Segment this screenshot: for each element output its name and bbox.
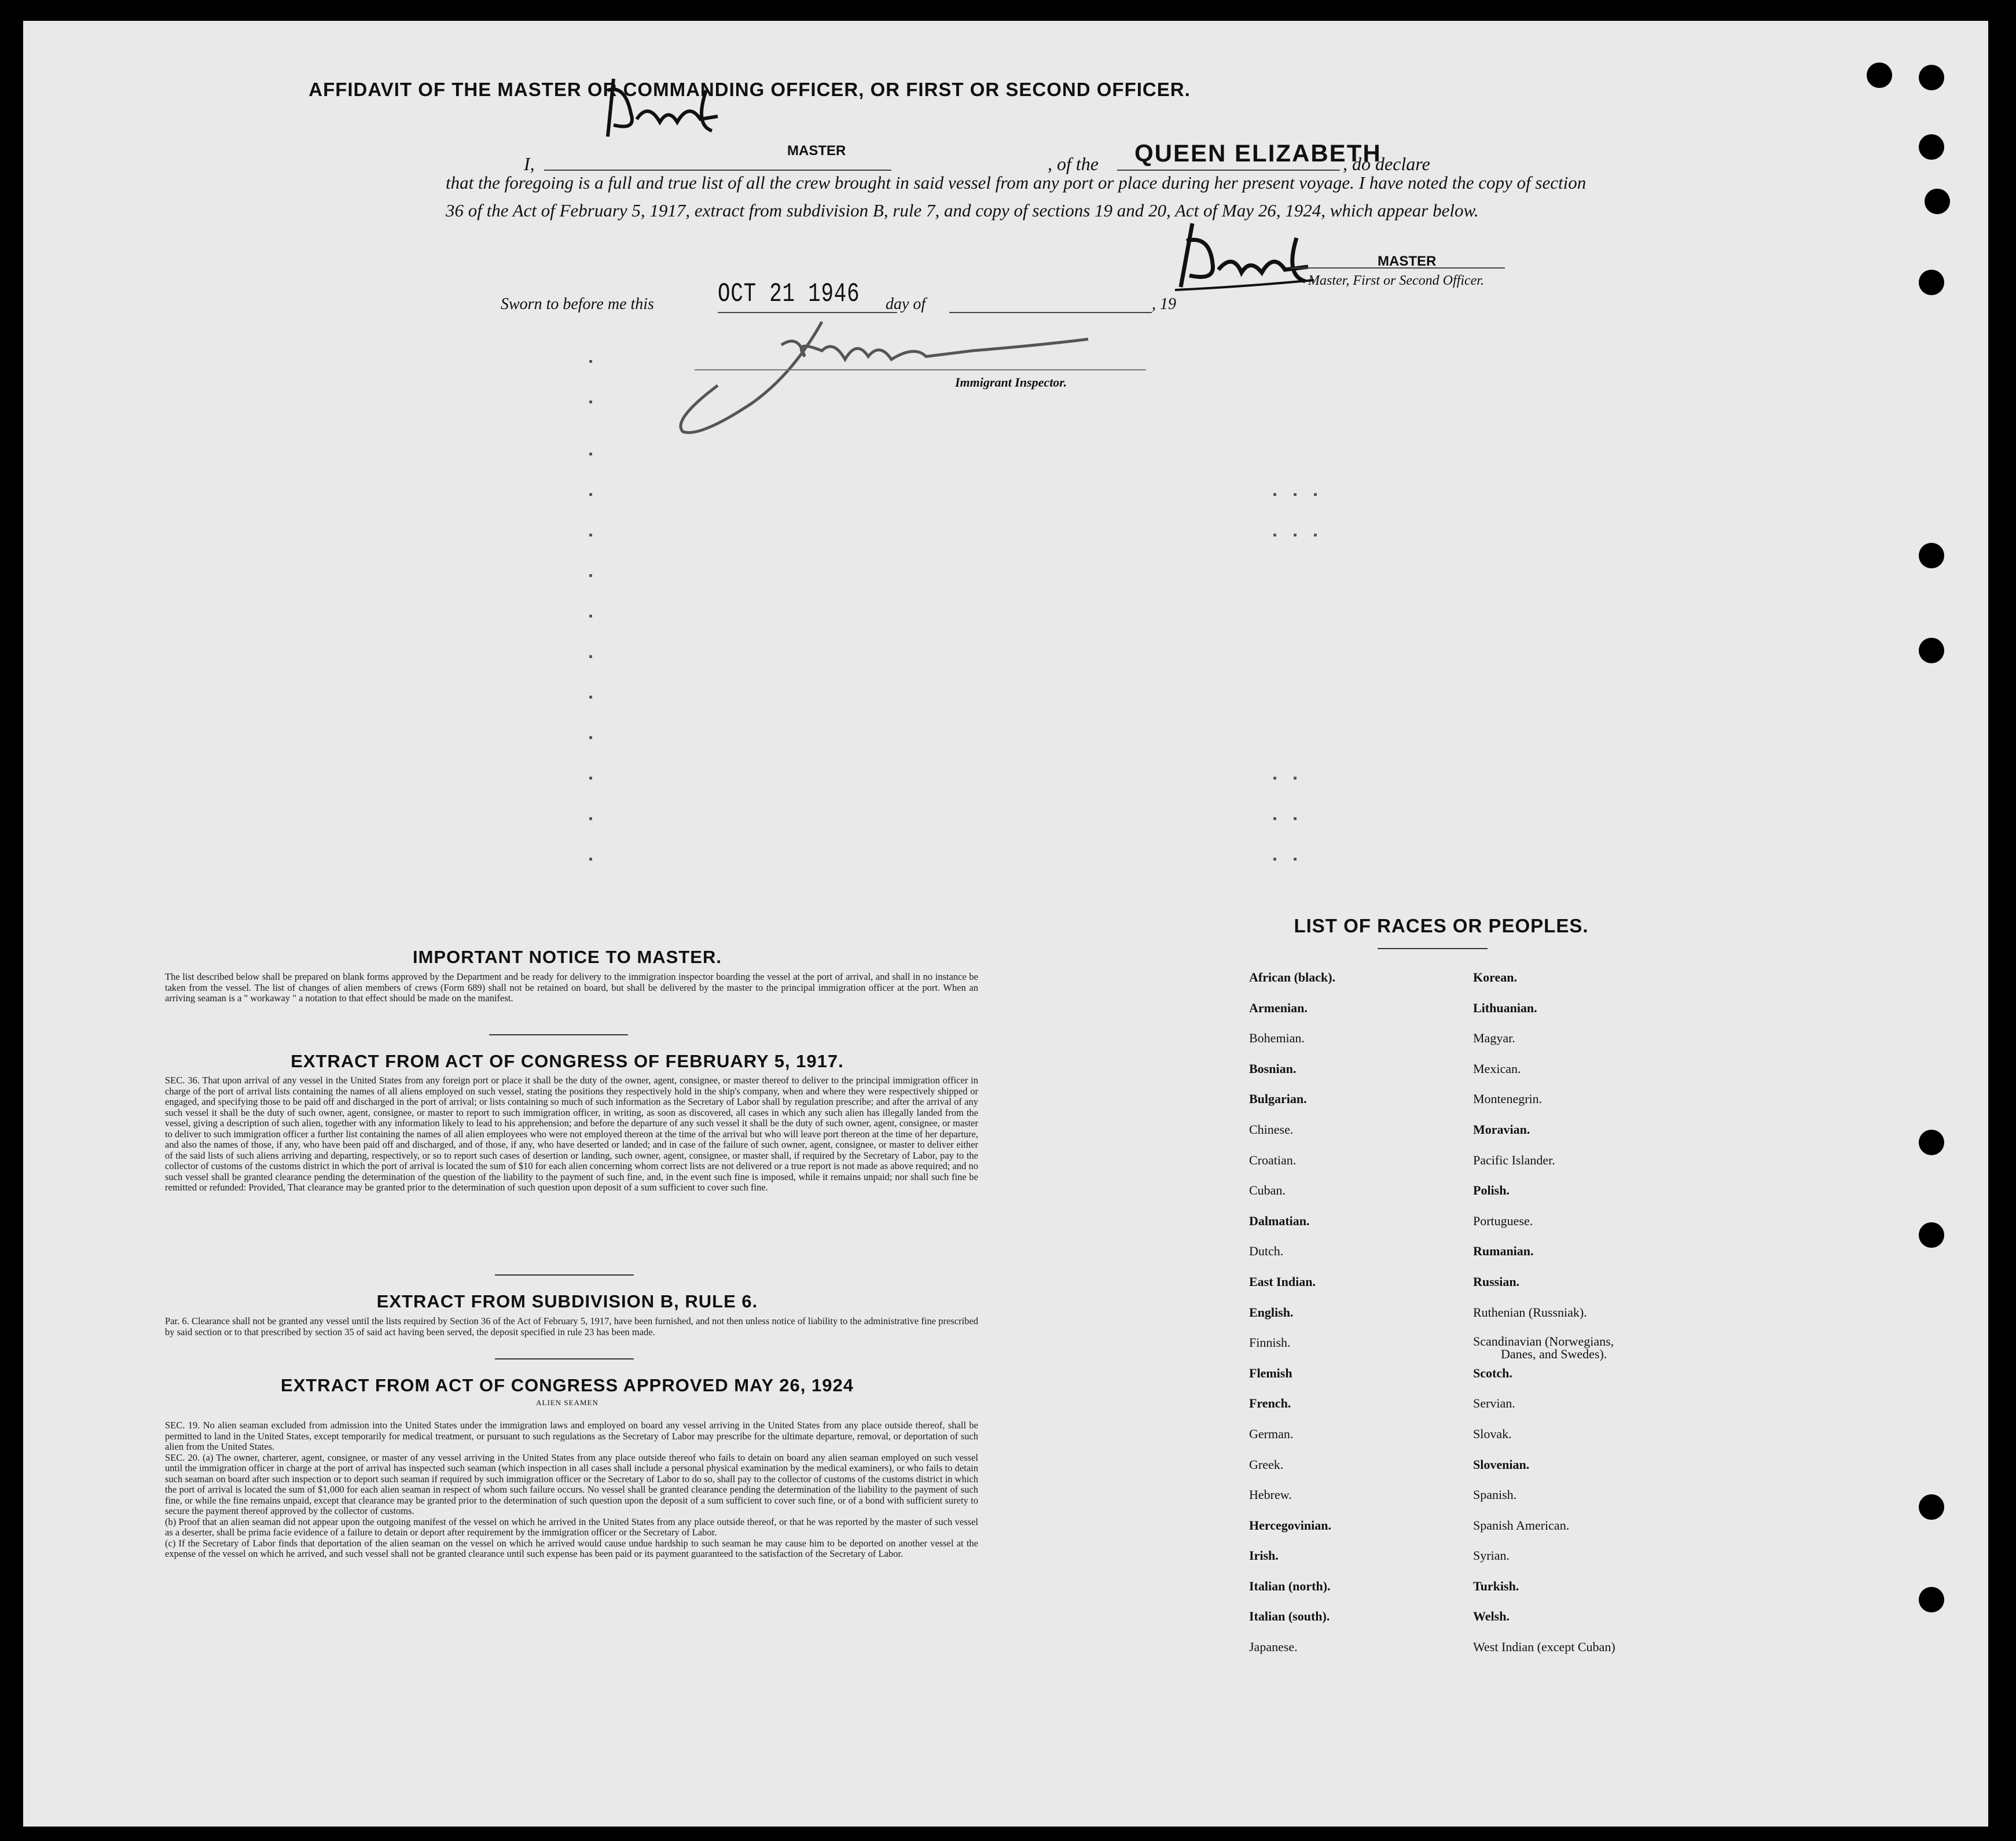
race-item: Finnish. <box>1249 1335 1291 1350</box>
race-item-multiline <box>1473 1335 1728 1366</box>
i-label: I, <box>524 153 535 174</box>
race-item: Welsh. <box>1473 1609 1510 1624</box>
sworn-day-of: day of <box>886 295 926 313</box>
race-item: East Indian. <box>1249 1274 1316 1289</box>
race-item: Bohemian. <box>1249 1031 1305 1046</box>
punch-hole <box>1919 270 1944 295</box>
master-label: MASTER <box>787 143 846 159</box>
punch-hole <box>1919 1587 1944 1612</box>
sworn-year: , 19 <box>1152 295 1176 313</box>
extract-rule6-body: Par. 6. Clearance shall not be granted any vessel until the lists required by Section 36 of the Act of February 5, 1917, have been furnished, and not then unless notice of liability to the administrative fine prescribed by said section or to that prescribed by section 35 of said act having been served, the deposit specified in rule 23 has been made. <box>165 1315 978 1337</box>
race-item: French. <box>1249 1396 1291 1411</box>
race-item: Dutch. <box>1249 1244 1284 1259</box>
separator <box>495 1358 634 1359</box>
race-item: Japanese. <box>1249 1640 1298 1655</box>
sec20c: (c) If the Secretary of Labor finds that deportation of the alien seaman on the vessel on which he arrived would cause undue hardship to such seaman he may cause him to be deported on another vessel at the expense of the vessel on which he arrived, and such vessel shall not be granted clearance until such expense has been paid or its payment guaranteed to the satisfaction of the Secretary of Labor. <box>165 1537 978 1559</box>
sec19: SEC. 19. No alien seaman excluded from admission into the United States under the immigration laws and employed on board any vessel arriving in the United States from any place outside thereof, shall be permitted to land in the United States, except temporarily for medical treatment, or pursuant to such regulations as the Secretary of Labor may prescribe for the ultimate departure, removal, or deportation of such alien from the United States. <box>165 1420 978 1452</box>
races-title: LIST OF RACES OR PEOPLES. <box>1294 915 1589 936</box>
master-signature-top <box>590 67 741 154</box>
extract-1924-body <box>165 1420 978 1560</box>
affidavit-title: AFFIDAVIT OF THE MASTER OR COMMANDING OFFICER, OR FIRST OR SECOND OFFICER. <box>309 79 1191 100</box>
race-item: Polish. <box>1473 1183 1510 1198</box>
extract-1917-title: EXTRACT FROM ACT OF CONGRESS OF FEBRUARY 5, 1917. <box>291 1051 844 1071</box>
race-item: Spanish. <box>1473 1487 1517 1502</box>
race-item-continuation: Danes, and Swedes). <box>1501 1347 1607 1362</box>
race-item: Turkish. <box>1473 1578 1519 1593</box>
race-item: Bulgarian. <box>1249 1092 1307 1107</box>
race-item: German. <box>1249 1426 1294 1441</box>
extract-1924-title: EXTRACT FROM ACT OF CONGRESS APPROVED MAY 26, 1924 <box>281 1375 854 1395</box>
race-item: Greek. <box>1249 1457 1284 1472</box>
race-item: Flemish <box>1249 1365 1292 1380</box>
declaration-body: that the foregoing is a full and true list of all the crew brought in said vessel from any port or place during her present voyage. I have noted the copy of section 36 of the Act of February 5, 1917, extract from subdivision B, rule 7, and copy of sections 19 and 20, Act of May 26, 1924, which appear below. <box>446 172 1587 221</box>
punch-hole <box>1919 638 1944 663</box>
race-item: Chinese. <box>1249 1122 1294 1137</box>
races-right-column <box>1473 970 1728 1670</box>
race-item: Syrian. <box>1473 1548 1510 1563</box>
race-item: Korean. <box>1473 970 1517 984</box>
race-item: Hebrew. <box>1249 1487 1292 1502</box>
sec20a: SEC. 20. (a) The owner, charterer, agent, consignee, or master of any vessel arriving in the United States from any place outside thereof who fails to detain on board any alien seaman employed on such vessel until the immigration officer in charge at the port of arrival has inspected such seaman (which inspection in all cases shall include a personal physical examination by the medical examiners), or who fails to detain such seaman on board after such inspection or to deport such seaman if required by such immigration officer or the Secretary of Labor to do so, shall pay to the collector of customs of the customs district in which the port of arrival is located the sum of $1,000 for each alien seaman in respect of whom such failure occurs. No vessel shall be granted clearance pending the determination of the liability to the payment of such fine, or while the fine remains unpaid, except that clearance may be granted prior to the determination of such question upon the deposit of a sum sufficient to cover such fine, or of a bond with sufficient surety to secure the payment thereof approved by the collector of customs. <box>165 1452 978 1516</box>
ship-name: QUEEN ELIZABETH <box>1134 139 1382 167</box>
race-item: Rumanian. <box>1473 1244 1534 1259</box>
separator <box>489 1034 628 1035</box>
race-item: Cuban. <box>1249 1183 1286 1198</box>
race-item: Slovak. <box>1473 1426 1512 1441</box>
race-item: African (black). <box>1249 970 1336 984</box>
race-item: Russian. <box>1473 1274 1520 1289</box>
extract-1924-subtitle: ALIEN SEAMEN <box>536 1398 598 1407</box>
race-item: Moravian. <box>1473 1122 1530 1137</box>
race-item: Bosnian. <box>1249 1061 1297 1076</box>
punch-hole <box>1919 65 1944 90</box>
do-declare-label: , do declare <box>1343 153 1430 174</box>
race-item: Magyar. <box>1473 1031 1515 1046</box>
punch-hole <box>1919 134 1944 160</box>
signature-title-stamp: MASTER <box>1378 253 1437 269</box>
race-item: Armenian. <box>1249 1000 1308 1015</box>
race-item: Mexican. <box>1473 1061 1521 1076</box>
sworn-date-stamp: OCT 21 1946 <box>718 279 860 309</box>
race-item: Italian (north). <box>1249 1578 1331 1593</box>
race-item: Ruthenian (Russniak). <box>1473 1304 1587 1320</box>
race-item: West Indian (except Cuban) <box>1473 1640 1615 1655</box>
sec20b: (b) Proof that an alien seaman did not appear upon the outgoing manifest of the vessel on which he arrived in the United States from any place outside thereof, or that he was reported by the master of such vessel as a deserter, shall be prima facie evidence of a failure to detain or deport after requirement by the immigration officer or the Secretary of Labor. <box>165 1516 978 1538</box>
notice-body: The list described below shall be prepared on blank forms approved by the Department and be ready for delivery to the immigration inspector boarding the vessel at the port of arrival, and shall in no instance be taken from the vessel. The list of changes of alien members of crews (Form 689) shall not be retained on board, but shall be delivered by the master to the principal immigration officer at the port. When an arriving seaman is a " workaway " a notation to that effect should be made on the manifest. <box>165 971 978 1004</box>
race-item: Spanish American. <box>1473 1517 1570 1533</box>
sworn-prefix: Sworn to before me this <box>501 295 654 313</box>
race-item: Portuguese. <box>1473 1213 1533 1228</box>
punch-hole <box>1925 189 1950 214</box>
separator <box>1378 948 1488 949</box>
races-left-column <box>1249 970 1481 1670</box>
race-item: Montenegrin. <box>1473 1092 1543 1107</box>
race-item: Slovenian. <box>1473 1457 1530 1472</box>
punch-hole <box>1919 543 1944 568</box>
notice-title: IMPORTANT NOTICE TO MASTER. <box>413 947 722 967</box>
race-item: Scotch. <box>1473 1365 1512 1380</box>
race-item: Pacific Islander. <box>1473 1152 1555 1167</box>
race-item: Hercegovinian. <box>1249 1517 1331 1533</box>
of-the-label: , of the <box>1048 153 1099 174</box>
race-item: English. <box>1249 1304 1294 1320</box>
punch-hole <box>1919 1222 1944 1248</box>
punch-hole <box>1919 1494 1944 1520</box>
race-item: Scandinavian (Norwegians, <box>1473 1334 1614 1349</box>
punch-hole <box>1867 63 1892 88</box>
race-item: Servian. <box>1473 1396 1515 1411</box>
signature-caption: Master, First or Second Officer. <box>1308 273 1484 288</box>
punch-hole <box>1919 1130 1944 1155</box>
inspector-line <box>695 369 1146 370</box>
separator <box>495 1274 634 1276</box>
extract-rule6-title: EXTRACT FROM SUBDIVISION B, RULE 6. <box>376 1291 758 1311</box>
race-item: Lithuanian. <box>1473 1000 1537 1015</box>
inspector-caption: Immigrant Inspector. <box>955 375 1067 389</box>
race-item: Dalmatian. <box>1249 1213 1310 1228</box>
race-item: Croatian. <box>1249 1152 1297 1167</box>
race-item: Irish. <box>1249 1548 1279 1563</box>
document-page <box>23 21 1988 1827</box>
extract-1917-body: SEC. 36. That upon arrival of any vessel in the United States from any foreign port or place it shall be the duty of the owner, agent, consignee, or master thereof to deliver to the principal immigration officer in charge of the port of arrival lists containing the names of all aliens employed on such vessel, stating the positions they respectively hold in the ship's company, when and where they were respectively shipped or engaged, and specifying those to be paid off and discharged in the port of arrival; or lists containing so much of such information as the Secretary of Labor shall by regulation prescribe; and after the arrival of any such vessel it shall be the duty of such owner, agent, consignee, or master to report to such immigration officer, in writing, as soon as discovered, all cases in which any such alien has illegally landed from the vessel, giving a description of such alien, together with any information likely to lead to his apprehension; and before the departure of any such vessel it shall be the duty of such owner, agent, consignee, or master to deliver to such immigration officer a further list containing the names of all alien employees who were not employed thereon at the time of the arrival but who will leave port thereon at the time of her departure, and also the names of those, if any, who have been paid off and discharged, and of those, if any, who have deserted or landed; and in case of the failure of such owner, agent, consignee, or master to deliver either of the said lists of such aliens arriving and departing, respectively, or so to report such cases of desertion or landing, such owner, agent, consignee, or master shall, if required by the Secretary of Labor, pay to the collector of customs of the customs district in which the port of arrival is located the sum of $10 for each alien concerning whom correct lists are not delivered or a true report is not made as above required; and no such vessel shall be granted clearance pending the determination of the question of the liability to the payment of such fine, and, in the event such fine is imposed, while it remains unpaid; nor shall such fine be remitted or refunded: Provided, That clearance may be granted prior to the determination of such question upon deposit of a sum sufficient to cover such fine. <box>165 1075 978 1193</box>
race-item: Italian (south). <box>1249 1609 1330 1624</box>
